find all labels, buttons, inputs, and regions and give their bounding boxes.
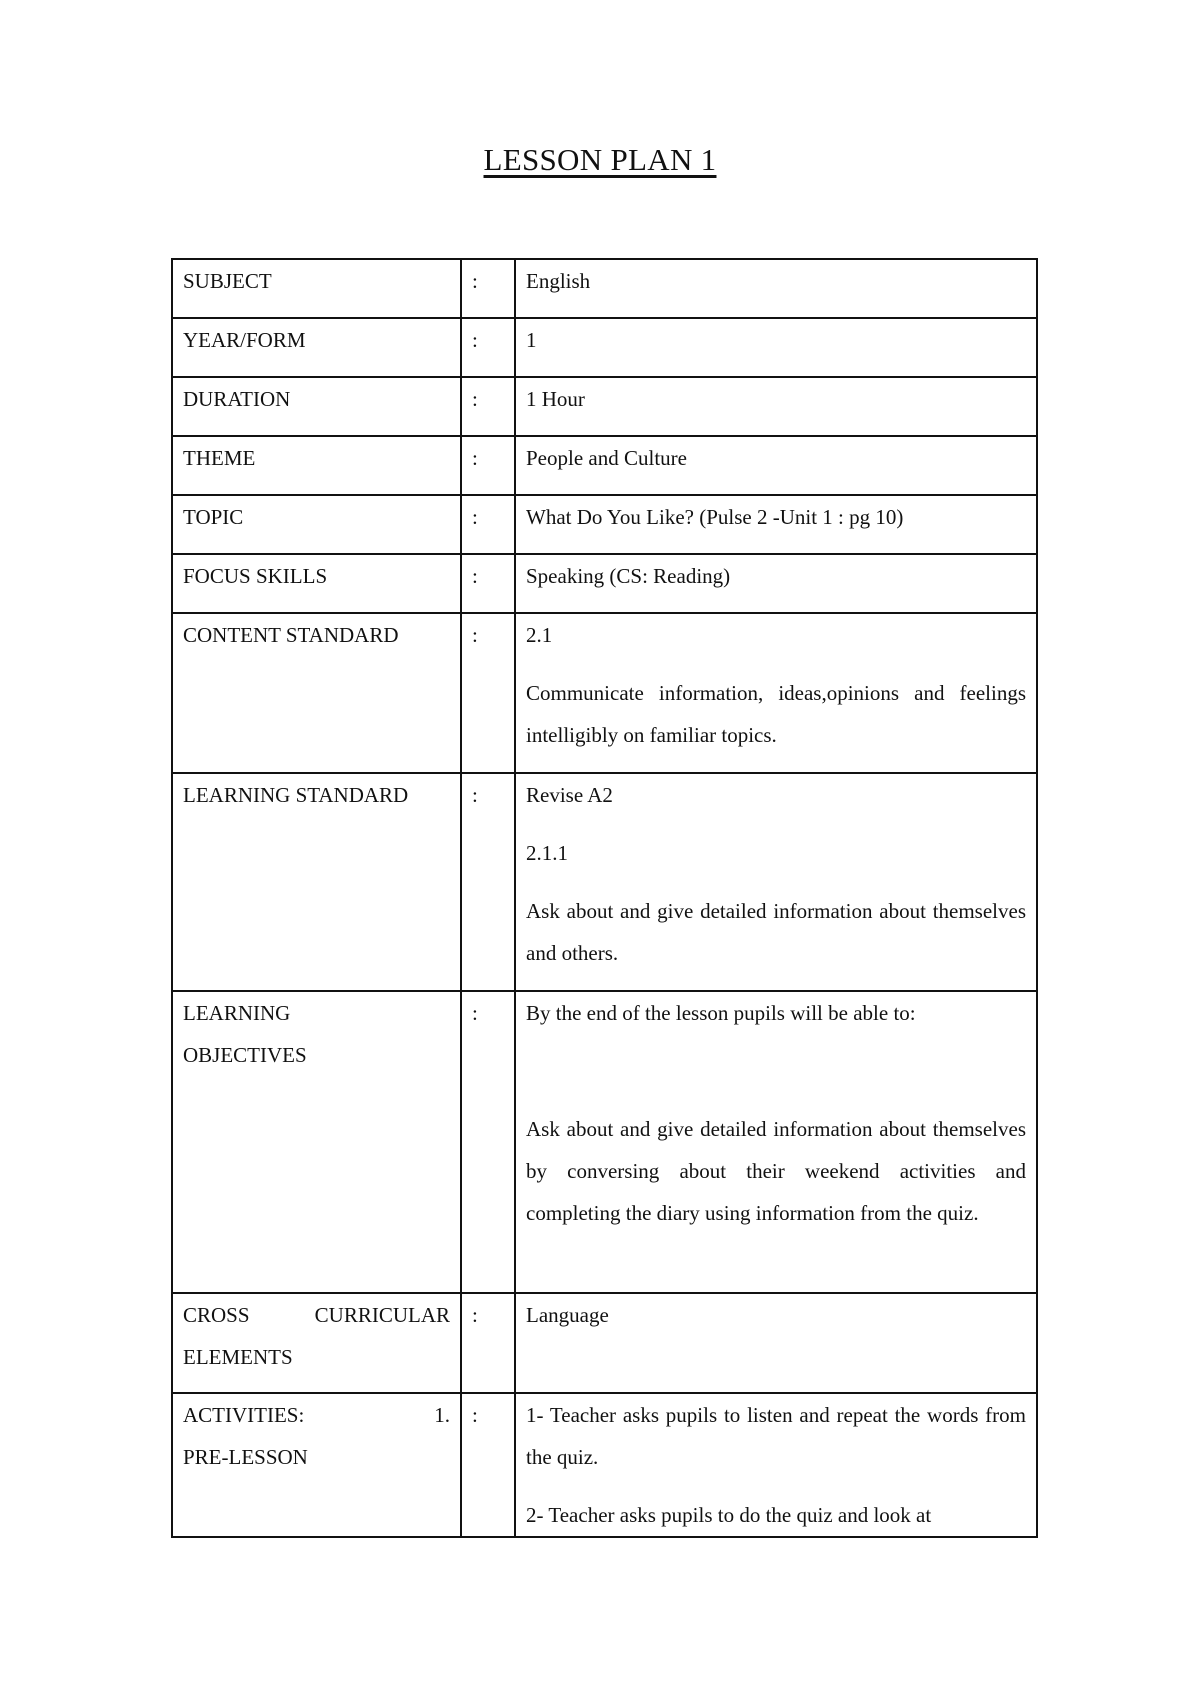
row-cross-curricular-elements [172, 1293, 1037, 1393]
row-value: People and Culture [515, 436, 1037, 495]
label-line-split [183, 1394, 450, 1436]
row-value: 1 Hour [515, 377, 1037, 436]
row-value [515, 1393, 1037, 1537]
value-paragraph: Revise A2 [526, 783, 613, 807]
row-separator: : [461, 1393, 515, 1537]
row-label [172, 1393, 461, 1537]
label-line: CROSS CURRICULAR [183, 1303, 450, 1327]
paragraph-gap [526, 1034, 1026, 1108]
row-label: THEME [172, 436, 461, 495]
row-value: What Do You Like? (Pulse 2 -Unit 1 : pg 10) [515, 495, 1037, 554]
row-label: SUBJECT [172, 259, 461, 318]
row-learning-objectives [172, 991, 1037, 1293]
label-line: ELEMENTS [183, 1345, 293, 1369]
row-label: DURATION [172, 377, 461, 436]
label-line: PRE-LESSON [183, 1445, 308, 1469]
row-separator: : [461, 773, 515, 991]
row-duration [172, 377, 1037, 436]
row-label [172, 1293, 461, 1393]
value-paragraph: 2- Teacher asks pupils to do the quiz and look at [526, 1503, 932, 1527]
label-line: LEARNING [183, 1001, 291, 1025]
row-separator: : [461, 318, 515, 377]
value-paragraph: Ask about and give detailed information about themselves and others. [526, 899, 1026, 965]
row-separator: : [461, 436, 515, 495]
row-separator: : [461, 1293, 515, 1393]
value-paragraph: Communicate information, ideas,opinions and feelings intelligibly on familiar topics. [526, 681, 1026, 747]
row-label: CONTENT STANDARD [172, 613, 461, 773]
value-paragraph: 2.1 [526, 623, 553, 647]
row-topic [172, 495, 1037, 554]
row-theme [172, 436, 1037, 495]
row-separator: : [461, 259, 515, 318]
row-content-standard [172, 613, 1037, 773]
row-separator: : [461, 613, 515, 773]
value-paragraph: 2.1.1 [526, 841, 568, 865]
row-subject [172, 259, 1037, 318]
row-value [515, 613, 1037, 773]
row-value: English [515, 259, 1037, 318]
label-line: OBJECTIVES [183, 1043, 307, 1067]
row-label: FOCUS SKILLS [172, 554, 461, 613]
row-value: 1 [515, 318, 1037, 377]
row-separator: : [461, 495, 515, 554]
label-line: 1. [434, 1403, 450, 1427]
lesson-plan-table [171, 258, 1038, 1538]
row-label: TOPIC [172, 495, 461, 554]
row-value [515, 991, 1037, 1293]
value-paragraph: By the end of the lesson pupils will be able to: [526, 1001, 916, 1025]
row-value: Speaking (CS: Reading) [515, 554, 1037, 613]
row-value: Language [515, 1293, 1037, 1393]
row-separator: : [461, 377, 515, 436]
value-paragraph: 1- Teacher asks pupils to listen and repeat the words from the quiz. [526, 1403, 1026, 1469]
label-line: ACTIVITIES: [183, 1403, 305, 1427]
row-label: LEARNING STANDARD [172, 773, 461, 991]
row-label: YEAR/FORM [172, 318, 461, 377]
row-learning-standard [172, 773, 1037, 991]
row-label [172, 991, 461, 1293]
row-year-form [172, 318, 1037, 377]
row-separator: : [461, 554, 515, 613]
row-value [515, 773, 1037, 991]
row-activities [172, 1393, 1037, 1537]
row-focus-skills [172, 554, 1037, 613]
page-title: LESSON PLAN 1 [483, 142, 717, 177]
row-separator: : [461, 991, 515, 1293]
value-paragraph: Ask about and give detailed information about themselves by conversing about their weekend activities and completing the diary using information from the quiz. [526, 1117, 1026, 1225]
